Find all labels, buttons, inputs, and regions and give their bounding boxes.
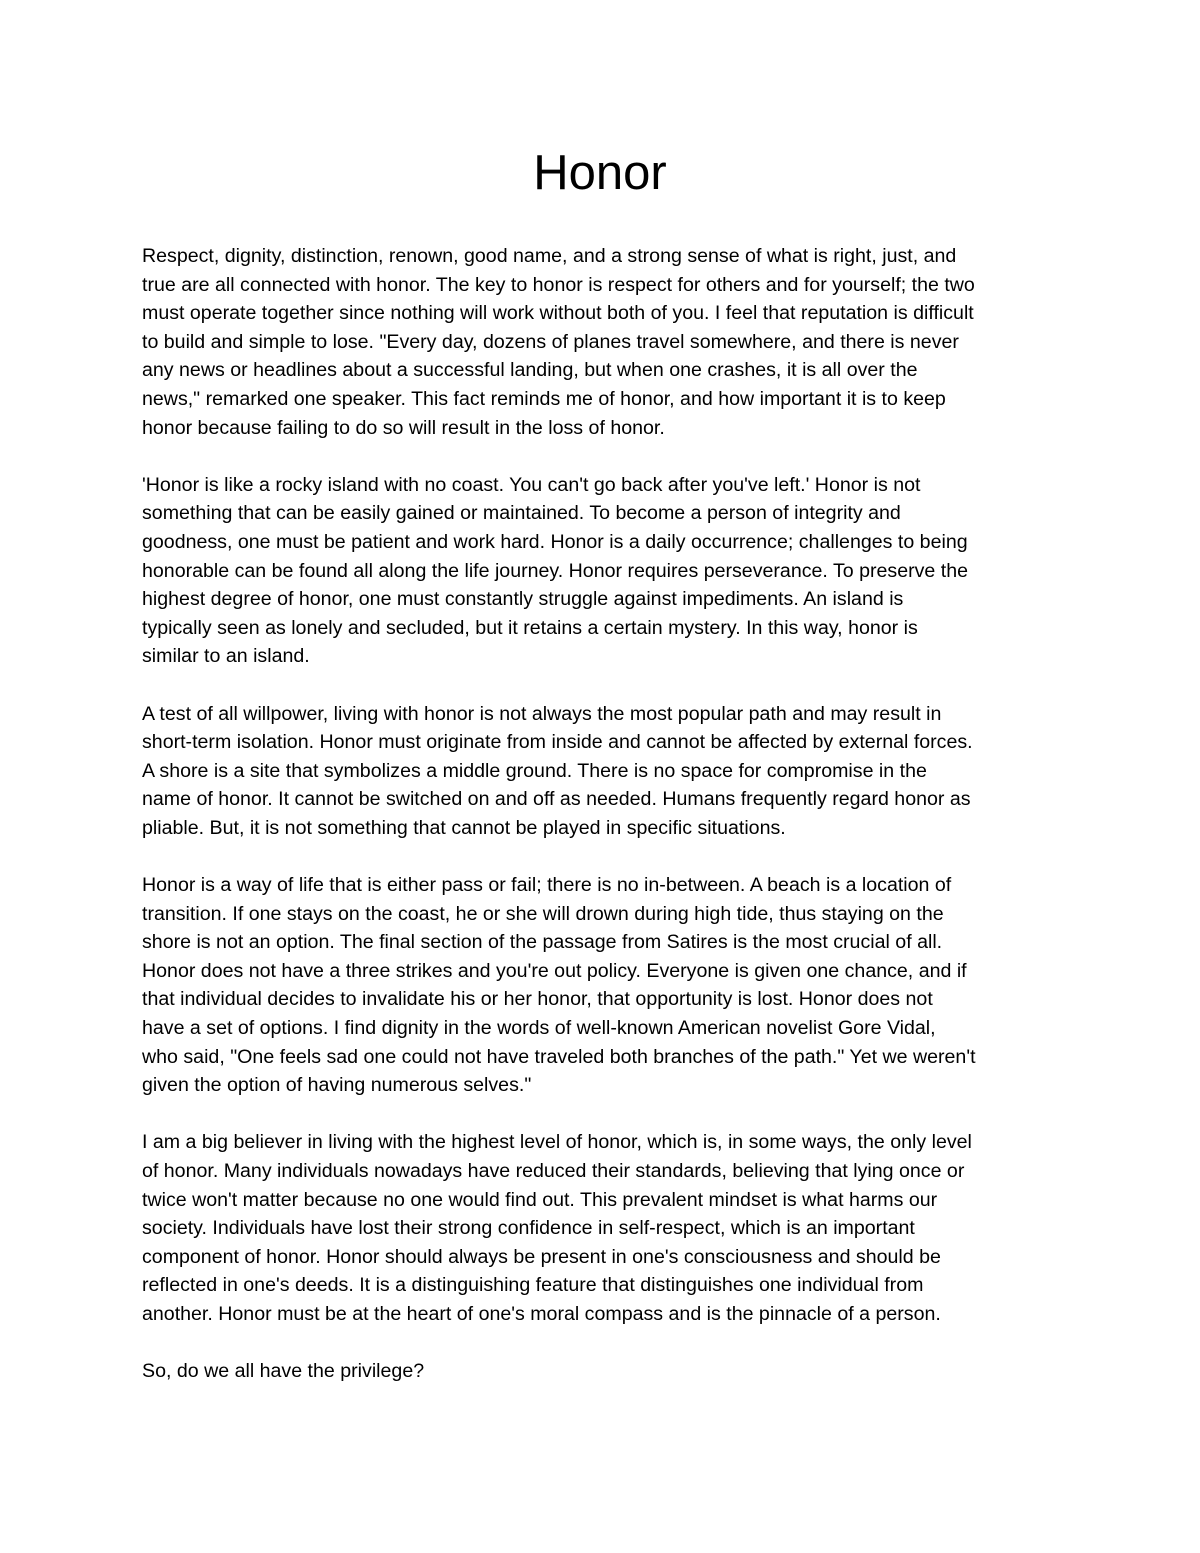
paragraph-3: A test of all willpower, living with honor is not always the most popular path and may result in short-term isolation. Honor must originate from inside and cannot be affected by external forces. A shore is a site that symbolizes a middle ground. There is no space for compromise in the name of honor. It cannot be switched on and off as needed. Humans frequently regard honor as pliable. But, it is not something that cannot be played in specific situations. — [142, 702, 973, 839]
document-title: Honor — [533, 146, 667, 200]
paragraph-6: So, do we all have the privilege? — [142, 1360, 425, 1383]
paragraph-1: Respect, dignity, distinction, renown, good name, and a strong sense of what is right, just, and true are all connected with honor. The key to honor is respect for others and for yourself; the two must operate together since nothing will work without both of you. I feel that reputation is difficult to build and simple to lose. "Every day, dozens of planes travel somewhere, and there is never any news or headlines about a successful landing, but when one crashes, it is all over the news," remarked one speaker. This fact reminds me of honor, and how important it is to keep honor because failing to do so will result in the loss of honor. — [142, 245, 975, 439]
document-body — [142, 242, 1062, 1414]
paragraph-2: 'Honor is like a rocky island with no coast. You can't go back after you've left.' Honor is not something that can be easily gained or maintained. To become a person of integrity and goodness, one must be patient and work hard. Honor is a daily occurrence; challenges to being honorable can be found all along the life journey. Honor requires perseverance. To preserve the highest degree of honor, one must constantly struggle against impediments. An island is typically seen as lonely and secluded, but it retains a certain mystery. In this way, honor is similar to an island. — [142, 473, 968, 668]
paragraph-5: I am a big believer in living with the highest level of honor, which is, in some ways, the only level of honor. Many individuals nowadays have reduced their standards, believing that lying once or twice won't matter because no one would find out. This prevalent mindset is what harms our society. Individuals have lost their strong confidence in self-respect, which is an important component of honor. Honor should always be present in one's consciousness and should be reflected in one's deeds. It is a distinguishing feature that distinguishes one individual from another. Honor must be at the heart of one's moral compass and is the pinnacle of a person. — [142, 1131, 972, 1325]
paragraph-4: Honor is a way of life that is either pass or fail; there is no in-between. A beach is a location of transition. If one stays on the coast, he or she will drown during high tide, thus staying on the shore is not an option. The final section of the passage from Satires is the most crucial of all. Honor does not have a three strikes and you're out policy. Everyone is given one chance, and if that individual decides to invalidate his or her honor, that opportunity is lost. Honor does not have a set of options. I find dignity in the words of well-known American novelist Gore Vidal, who said, "One feels sad one could not have traveled both branches of the path." Yet we weren't given the option of having numerous selves." — [142, 874, 976, 1097]
